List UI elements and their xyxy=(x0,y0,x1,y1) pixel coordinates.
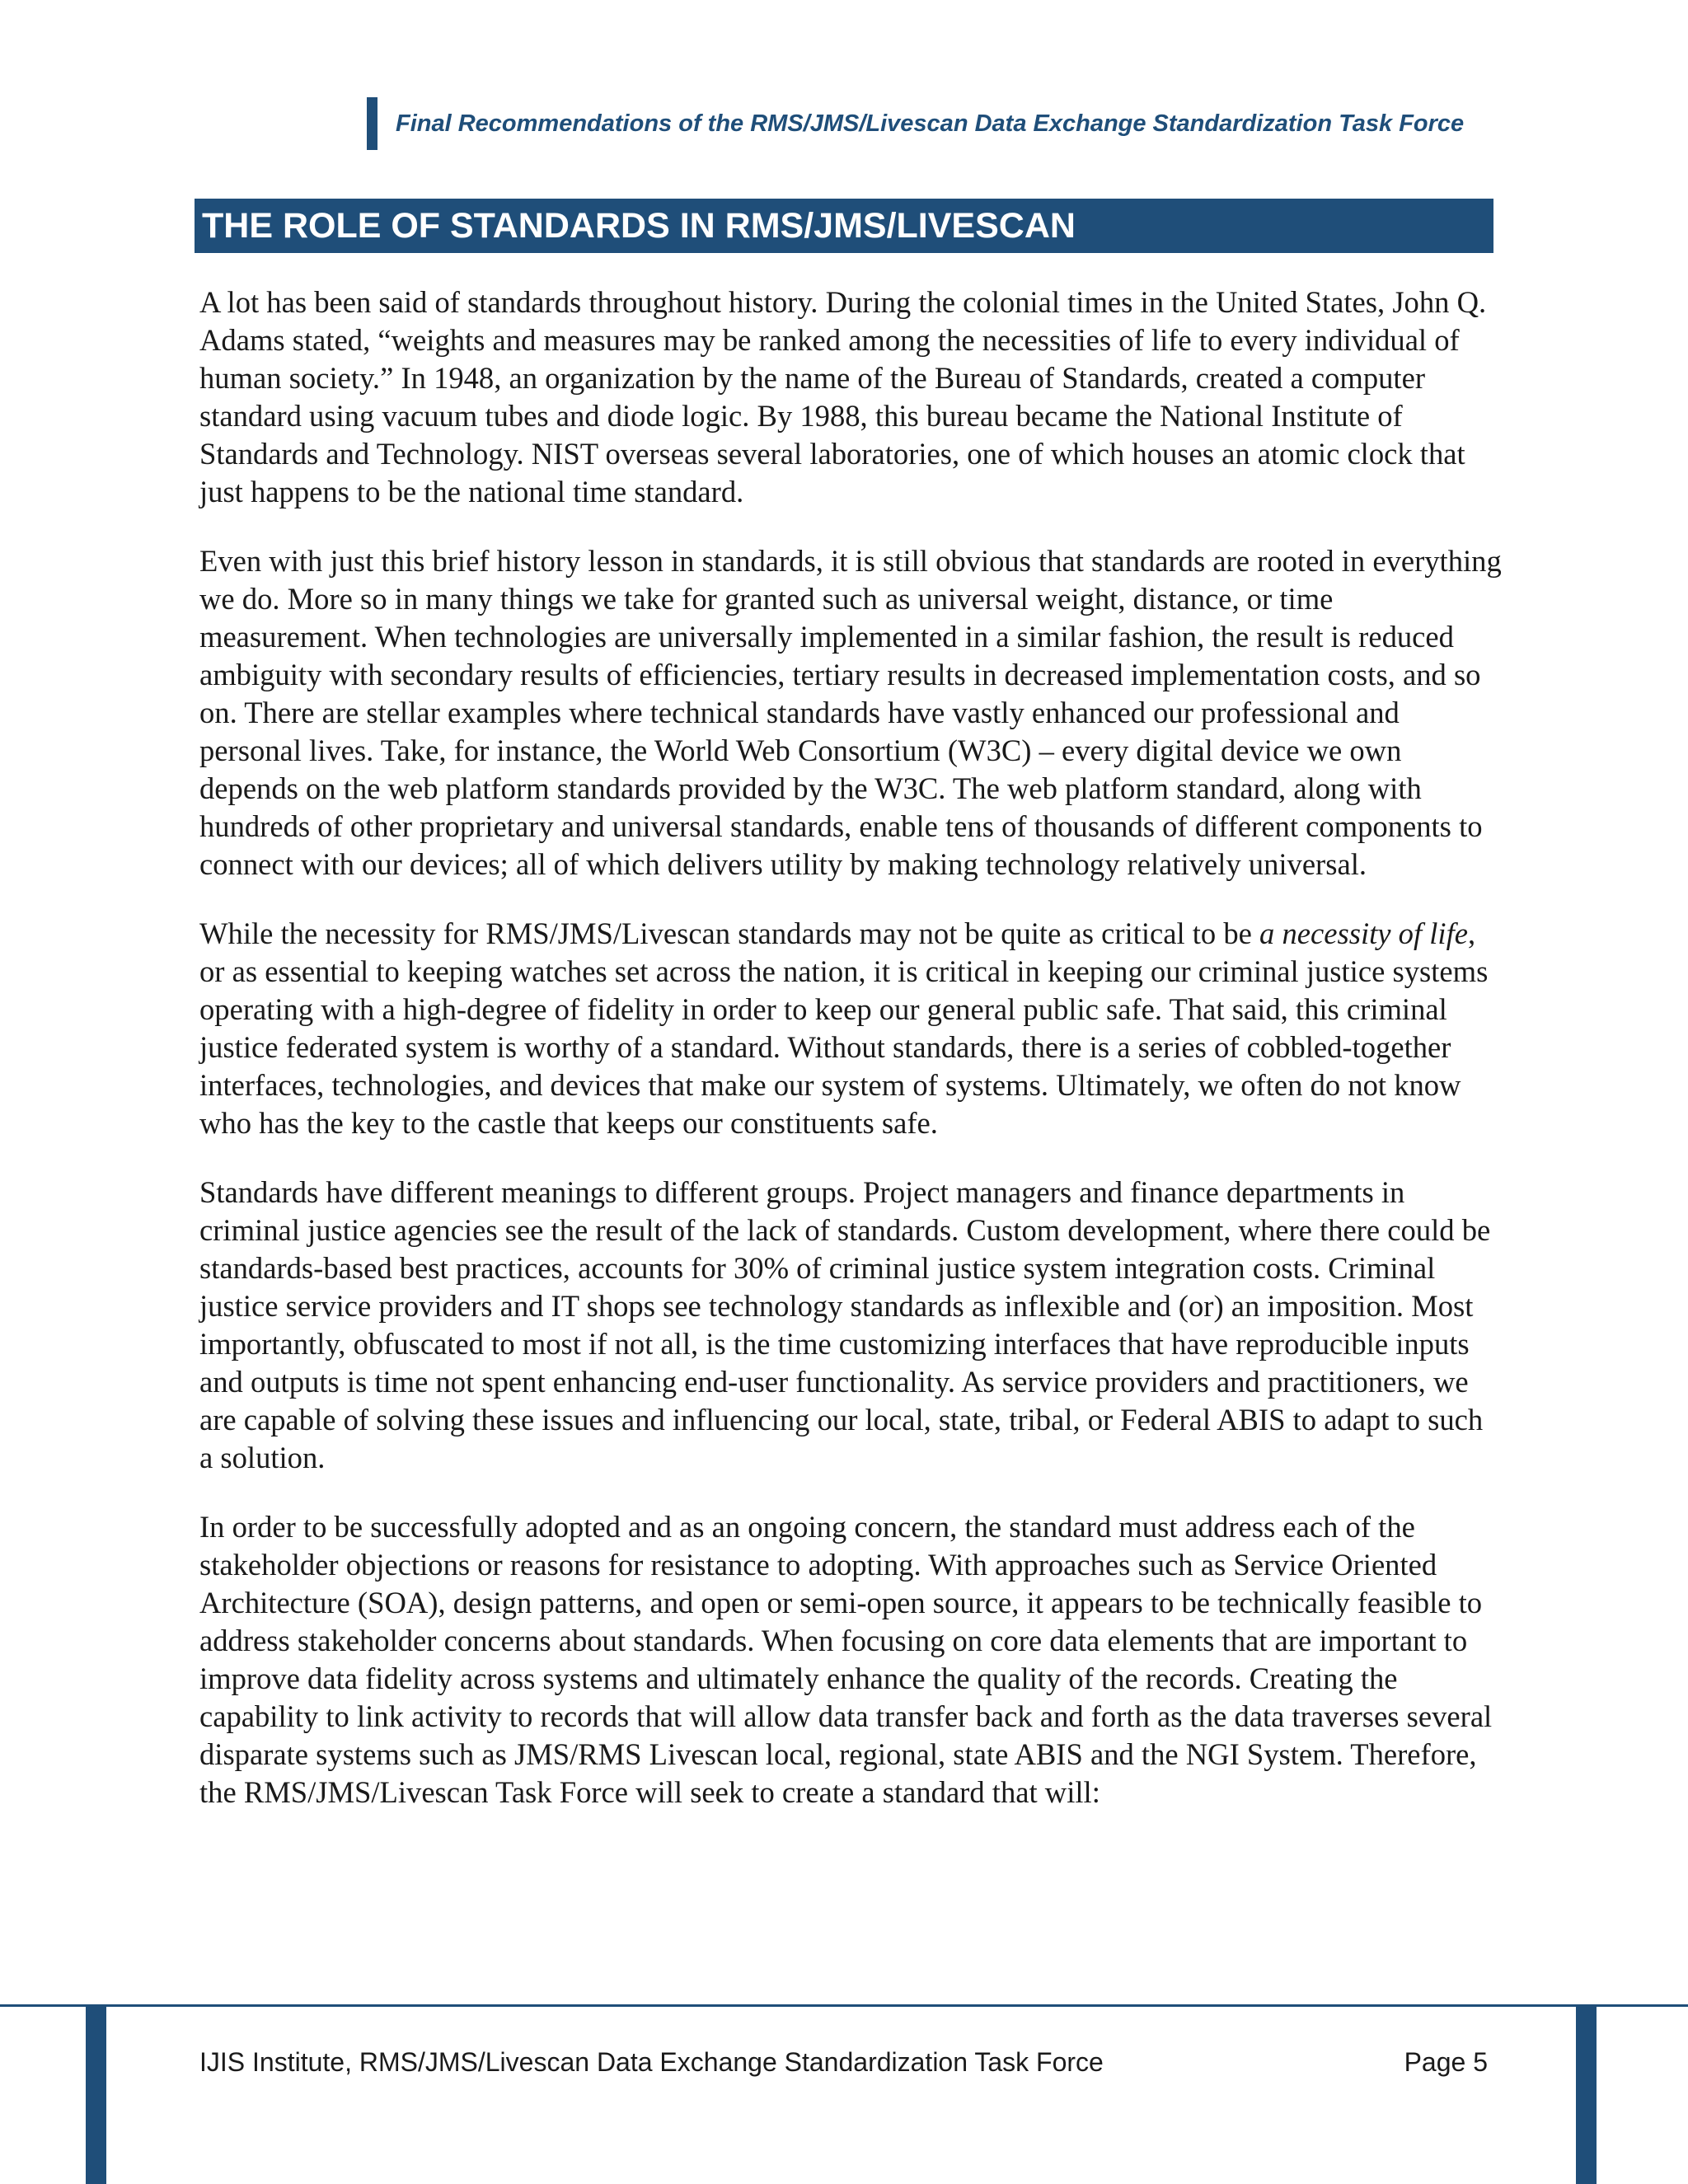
footer-accent-bar-right xyxy=(1576,2006,1597,2184)
paragraph-3-emphasis: a necessity of life xyxy=(1259,916,1468,950)
footer-accent-bar-left xyxy=(86,2006,106,2184)
paragraph-3 xyxy=(199,915,1502,1142)
paragraph-1: A lot has been said of standards throughout history. During the colonial times in the United States, John Q. Adams stated, “weights and measures may be ranked among the necessities of life to every individual of human society.” In 1948, an organization by the name of the Bureau of Standards, created a computer standard using vacuum tubes and diode logic. By 1988, this bureau became the National Institute of Standards and Technology. NIST overseas several laboratories, one of which houses an atomic clock that just happens to be the national time standard. xyxy=(199,285,1487,509)
header-accent-bar xyxy=(367,97,377,150)
paragraph-5: In order to be successfully adopted and as an ongoing concern, the standard must address each of the stakeholder objections or reasons for resistance to adopting. With approaches such as Service Oriented Architecture (SOA), design patterns, and open or semi-open source, it appears to be technically feasible to address stakeholder concerns about standards. When focusing on core data elements that are important to improve data fidelity across systems and ultimately enhance the quality of the records. Creating the capability to link activity to records that will allow data transfer back and forth as the data traverses several disparate systems such as JMS/RMS Livescan local, regional, state ABIS and the NGI System. Therefore, the RMS/JMS/Livescan Task Force will seek to create a standard that will: xyxy=(199,1510,1493,1809)
section-title: THE ROLE OF STANDARDS IN RMS/JMS/LIVESCAN xyxy=(195,199,1493,253)
page-number: Page 5 xyxy=(1404,2047,1488,2077)
footer-organization: IJIS Institute, RMS/JMS/Livescan Data Exchange Standardization Task Force xyxy=(199,2047,1104,2077)
paragraph-3-rest: , or as essential to keeping watches set across the nation, it is critical in keeping our criminal justice systems operating with a high-degree of fidelity in order to keep our general public safe. That said, this criminal justice federated system is worthy of a standard. Without standards, there is a series of cobbled-together interfaces, technologies, and devices that make our system of systems. Ultimately, we often do not know who has the key to the castle that keeps our constituents safe. xyxy=(199,916,1489,1140)
footer-rule xyxy=(0,2004,1688,2007)
body-content xyxy=(199,284,1502,1811)
paragraph-2: Even with just this brief history lesson in standards, it is still obvious that standards are rooted in everything we do. More so in many things we take for granted such as universal weight, distance, or time measurement. When technologies are universally implemented in a similar fashion, the result is reduced ambiguity with secondary results of efficiencies, tertiary results in decreased implementation costs, and so on. There are stellar examples where technical standards have vastly enhanced our professional and personal lives. Take, for instance, the World Web Consortium (W3C) – every digital device we own depends on the web platform standards provided by the W3C. The web platform standard, along with hundreds of other proprietary and universal standards, enable tens of thousands of different components to connect with our devices; all of which delivers utility by making technology relatively universal. xyxy=(199,544,1502,881)
paragraph-3-lead: While the necessity for RMS/JMS/Livescan standards may not be quite as critical to be xyxy=(199,916,1260,950)
paragraph-4: Standards have different meanings to different groups. Project managers and finance departments in criminal justice agencies see the result of the lack of standards. Custom development, where there could be standards-based best practices, accounts for 30% of criminal justice system integration costs. Criminal justice service providers and IT shops see technology standards as inflexible and (or) an imposition. Most importantly, obfuscated to most if not all, is the time customizing interfaces that have reproducible inputs and outputs is time not spent enhancing end-user functionality. As service providers and practitioners, we are capable of solving these issues and influencing our local, state, tribal, or Federal ABIS to adapt to such a solution. xyxy=(199,1175,1491,1474)
running-header-title: Final Recommendations of the RMS/JMS/Livescan Data Exchange Standardization Task Force xyxy=(396,110,1465,137)
running-header xyxy=(367,97,1464,150)
